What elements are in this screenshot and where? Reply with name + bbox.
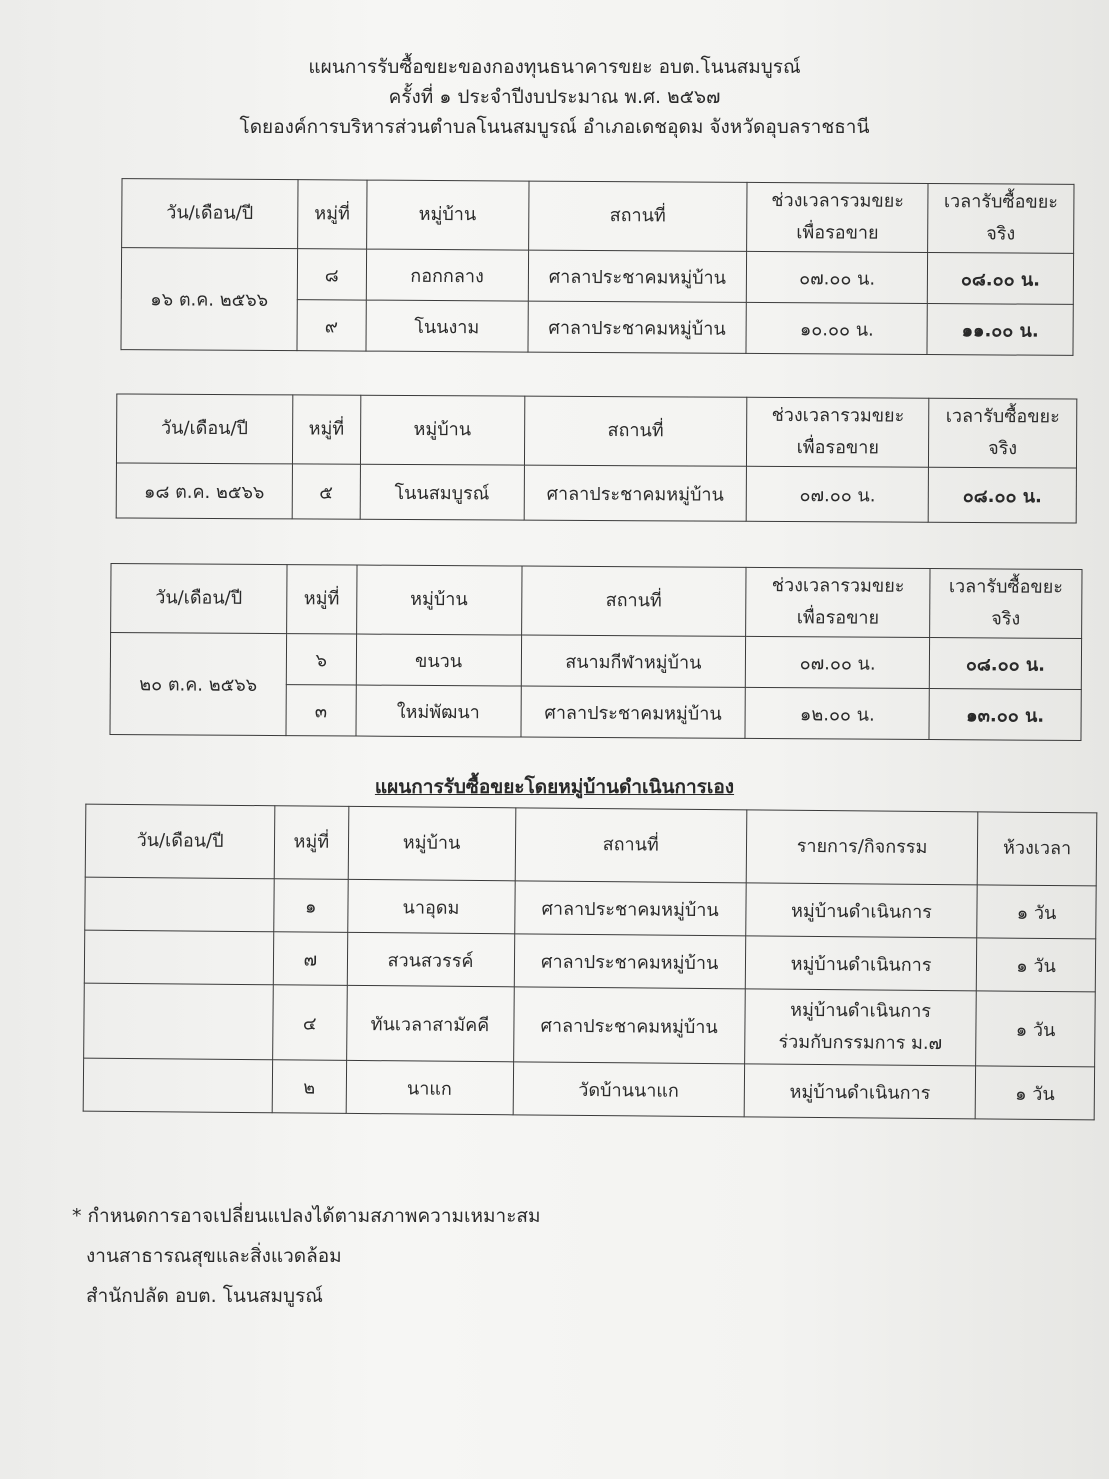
col-moo: หมู่ที่ — [286, 565, 356, 634]
village-cell: โนนสมบูรณ์ — [360, 464, 524, 520]
moo-cell: ๒ — [272, 1060, 346, 1114]
date-cell — [84, 930, 274, 985]
col-activity: รายการ/กิจกรรม — [746, 810, 978, 885]
village-cell: โนนงาม — [366, 300, 528, 352]
activity-cell: หมู่บ้านดำเนินการ — [744, 1064, 976, 1119]
activity-cell: หมู่บ้านดำเนินการ — [746, 883, 978, 938]
table-header-row — [116, 394, 1076, 468]
title-line-3: โดยองค์การบริหารส่วนตำบลโนนสมบูรณ์ อำเภอเดชอุดม จังหวัดอุบลราชธานี — [239, 116, 870, 138]
schedule-table-oct16 — [120, 178, 1074, 356]
col-moo: หมู่ที่ — [297, 180, 366, 249]
col-duration: ห้วงเวลา — [977, 812, 1096, 886]
col-date: วัน/เดือน/ปี — [116, 394, 292, 464]
col-village: หมู่บ้าน — [356, 565, 521, 635]
moo-cell: ๖ — [286, 634, 356, 685]
duration-cell: ๑ วัน — [976, 991, 1095, 1067]
date-cell — [84, 983, 274, 1060]
village-cell: นาอุดม — [347, 879, 514, 933]
col-gather-time: ช่วงเวลารวมขยะ เพื่อรอขาย — [747, 182, 928, 252]
gather-time-cell: ๑๒.๐๐ น. — [745, 687, 929, 739]
schedule-table-oct18 — [116, 393, 1078, 523]
date-cell: ๑๖ ต.ค. ๒๕๖๖ — [121, 248, 297, 351]
gather-time-cell: ๐๗.๐๐ น. — [747, 251, 928, 303]
table-row — [116, 463, 1076, 523]
village-cell: สวนสวรรค์ — [347, 932, 514, 986]
col-village: หมู่บ้าน — [348, 806, 516, 880]
schedule-table-oct20 — [109, 563, 1082, 741]
title-line-1: แผนการรับซื้อขยะของกองทุนธนาคารขยะ อบต.โนนสมบูรณ์ — [308, 56, 801, 78]
date-cell — [85, 877, 275, 932]
gather-time-cell: ๐๗.๐๐ น. — [746, 466, 928, 522]
col-place: สถานที่ — [515, 808, 747, 883]
village-plan-subtitle: แผนการรับซื้อขยะโดยหมู่บ้านดำเนินการเอง — [374, 776, 735, 798]
gather-time-cell: ๐๗.๐๐ น. — [746, 636, 930, 688]
col-buy-time: เวลารับซื้อขยะ จริง — [929, 398, 1077, 468]
footer-note: * กำหนดการอาจเปลี่ยนแปลงได้ตามสภาพความเหมาะสม — [72, 1205, 541, 1227]
village-self-managed-table — [83, 804, 1098, 1121]
village-cell: ทันเวลาสามัคคี — [346, 985, 514, 1061]
buy-time-cell: ๐๘.๐๐ น. — [929, 638, 1081, 690]
col-place: สถานที่ — [524, 396, 747, 466]
moo-cell: ๓ — [286, 685, 356, 736]
document-header — [0, 52, 1109, 142]
village-cell: ขนวน — [356, 634, 521, 686]
moo-cell: ๕ — [292, 464, 360, 519]
village-cell: ใหม่พัฒนา — [356, 685, 521, 737]
table-header-row — [111, 564, 1082, 639]
date-cell: ๒๐ ต.ค. ๒๕๖๖ — [110, 633, 286, 736]
activity-cell: หมู่บ้านดำเนินการ — [745, 936, 977, 991]
place-cell: ศาลาประชาคมหมู่บ้าน — [528, 301, 747, 353]
buy-time-cell: ๑๓.๐๐ น. — [929, 689, 1081, 741]
col-place: สถานที่ — [528, 181, 747, 251]
table-row — [84, 930, 1095, 992]
village-cell: นาแก — [346, 1060, 513, 1114]
place-cell: ศาลาประชาคมหมู่บ้าน — [521, 686, 746, 738]
col-place: สถานที่ — [521, 566, 746, 636]
activity-cell: หมู่บ้านดำเนินการ ร่วมกับกรรมการ ม.๗ — [744, 989, 976, 1066]
date-cell: ๑๘ ต.ค. ๒๕๖๖ — [116, 463, 292, 519]
date-cell — [83, 1058, 273, 1113]
buy-time-cell: ๐๘.๐๐ น. — [927, 253, 1073, 305]
place-cell: ศาลาประชาคมหมู่บ้าน — [513, 987, 745, 1064]
document-footer — [72, 1196, 541, 1316]
moo-cell: ๘ — [297, 249, 366, 300]
col-buy-time: เวลารับซื้อขยะ จริง — [930, 569, 1082, 639]
place-cell: ศาลาประชาคมหมู่บ้าน — [528, 250, 747, 302]
place-cell: ศาลาประชาคมหมู่บ้าน — [524, 465, 747, 521]
moo-cell: ๙ — [297, 300, 366, 351]
duration-cell: ๑ วัน — [976, 938, 1095, 992]
table-row — [85, 877, 1096, 939]
col-village: หมู่บ้าน — [366, 180, 528, 250]
col-gather-time: ช่วงเวลารวมขยะ เพื่อรอขาย — [746, 567, 930, 637]
col-date: วัน/เดือน/ปี — [122, 179, 298, 249]
table-row — [83, 1058, 1094, 1120]
col-gather-time: ช่วงเวลารวมขยะ เพื่อรอขาย — [747, 397, 929, 467]
place-cell: ศาลาประชาคมหมู่บ้าน — [514, 881, 746, 936]
title-line-2: ครั้งที่ ๑ ประจำปีงบประมาณ พ.ศ. ๒๕๖๗ — [388, 86, 721, 108]
duration-cell: ๑ วัน — [975, 1066, 1094, 1120]
place-cell: สนามกีฬาหมู่บ้าน — [521, 635, 746, 687]
col-moo: หมู่ที่ — [274, 806, 348, 880]
moo-cell: ๑ — [274, 879, 348, 933]
moo-cell: ๔ — [273, 985, 347, 1061]
table-row — [84, 983, 1096, 1067]
place-cell: ศาลาประชาคมหมู่บ้าน — [514, 934, 746, 989]
buy-time-cell: ๑๑.๐๐ น. — [927, 304, 1073, 356]
col-buy-time: เวลารับซื้อขยะ จริง — [928, 184, 1074, 254]
gather-time-cell: ๑๐.๐๐ น. — [746, 302, 927, 354]
col-date: วัน/เดือน/ปี — [85, 804, 275, 879]
village-cell: กอกกลาง — [366, 249, 528, 301]
col-village: หมู่บ้าน — [360, 395, 524, 465]
col-moo: หมู่ที่ — [292, 395, 360, 464]
footer-department: งานสาธารณสุขและสิ่งแวดล้อม — [86, 1245, 342, 1267]
footer-office: สำนักปลัด อบต. โนนสมบูรณ์ — [86, 1285, 323, 1307]
moo-cell: ๗ — [273, 932, 347, 986]
table-header-row — [122, 179, 1074, 254]
buy-time-cell: ๐๘.๐๐ น. — [928, 467, 1076, 523]
place-cell: วัดบ้านนาแก — [513, 1062, 745, 1117]
duration-cell: ๑ วัน — [977, 885, 1096, 939]
col-date: วัน/เดือน/ปี — [111, 564, 287, 634]
table-header-row — [85, 804, 1097, 886]
table-row — [121, 248, 1073, 305]
table-row — [110, 633, 1081, 690]
